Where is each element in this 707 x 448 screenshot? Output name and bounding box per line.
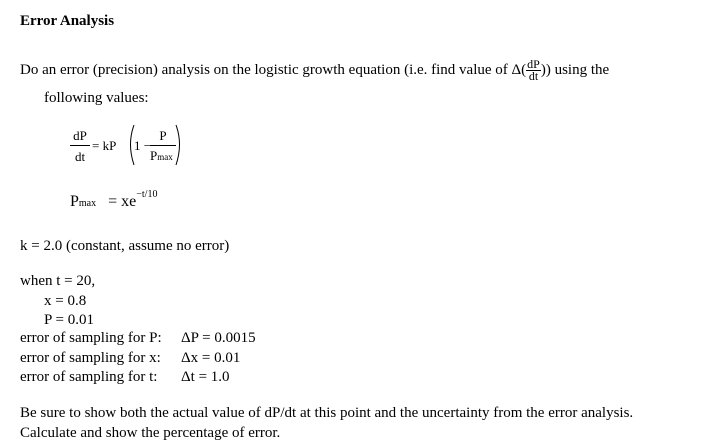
intro-text-before: Do an error (precision) analysis on the logistic growth equation (i.e. find value of Δ(: [20, 61, 527, 78]
error-label: error of sampling for t:: [20, 369, 158, 385]
eq2-P: P: [70, 193, 79, 210]
eq1-inner-den-sub: max: [157, 152, 173, 162]
intro-line-1: [20, 59, 609, 82]
eq2-rhs: = xe: [108, 193, 137, 210]
error-label: error of sampling for P:: [20, 330, 162, 346]
intro-fraction: [526, 59, 541, 82]
intro-fraction-denominator: dt: [526, 70, 541, 82]
eq1-right-paren: [174, 124, 184, 168]
when-line: when t = 20,: [20, 273, 96, 289]
eq1-inner-denominator: [150, 148, 173, 164]
eq1-equals-kP: = kP: [92, 138, 117, 153]
error-value-x: Δx = 0.01: [181, 350, 241, 366]
error-label: error of sampling for x:: [20, 350, 161, 366]
intro-text-after: )) using the: [540, 61, 610, 78]
eq1-lhs-numerator: dP: [73, 128, 87, 143]
p-value-line: P = 0.01: [44, 312, 94, 328]
error-value-t: Δt = 1.0: [181, 369, 230, 385]
closing-line-1: Be sure to show both the actual value of dP/dt at this point and the uncertainty from the error analysis.: [20, 405, 634, 421]
intro-line-2: following values:: [44, 90, 149, 106]
eq1-inner-fraction-bar: [150, 145, 176, 146]
eq2-sub: max: [78, 198, 97, 209]
error-line-x: [20, 349, 161, 367]
eq1-lhs-fraction-bar: [70, 145, 90, 146]
error-line-P: [20, 329, 162, 347]
error-value-P: ΔP = 0.0015: [181, 330, 256, 346]
x-value-line: x = 0.8: [44, 293, 87, 309]
page-title: Error Analysis: [20, 13, 115, 29]
eq2-exponent: −t/10: [136, 189, 158, 200]
eq1-one-minus: 1 −: [134, 138, 152, 153]
error-line-t: [20, 368, 157, 386]
eq1-inner-numerator: P: [159, 128, 167, 143]
closing-line-2: Calculate and show the percentage of error.: [20, 425, 281, 441]
intro-fraction-numerator: dP: [527, 57, 540, 71]
eq1-inner-den-P: P: [150, 148, 158, 163]
eq1-lhs-denominator: dt: [74, 149, 86, 164]
k-value-line: k = 2.0 (constant, assume no error): [20, 238, 230, 254]
pmax-equation: [70, 189, 158, 211]
